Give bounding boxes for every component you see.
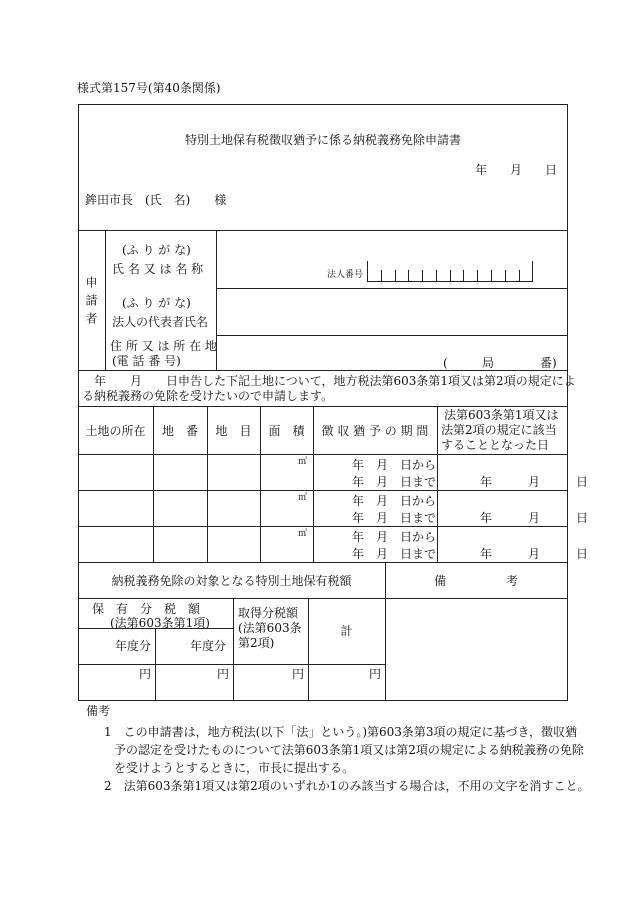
area-unit: ㎡ bbox=[298, 493, 308, 503]
exempt-tax-header: 納税義務免除の対象となる特別土地保有税額 bbox=[111, 574, 352, 588]
addressee: 鉾田市長 (氏 名) 様 bbox=[85, 193, 227, 207]
name-label: 氏 名 又 は 名 称 bbox=[112, 262, 204, 276]
address-label: 住 所 又 は 所 在 地 bbox=[110, 339, 217, 353]
holding-tax-sublabel: (法第603条第1項) bbox=[110, 616, 210, 630]
acquisition-tax-label: 取得分税額 bbox=[238, 606, 299, 620]
area-unit: ㎡ bbox=[298, 529, 308, 539]
area-unit: ㎡ bbox=[298, 457, 308, 467]
header-deferral-period: 徴 収 猶 予 の 期 間 bbox=[321, 424, 429, 438]
total-label: 計 bbox=[340, 624, 353, 638]
form-number: 様式第157号(第40条関係) bbox=[77, 81, 221, 95]
date-month: 月 bbox=[510, 163, 523, 177]
header-applicable-date-1: 法第603条第1項又は bbox=[444, 408, 559, 422]
header-applicable-date-2: 法第2項の規定に該当 bbox=[441, 423, 557, 437]
note-1-line-3: を受けようとするときに，市長に提出する。 bbox=[114, 761, 355, 775]
fiscal-year-label: 年度分 bbox=[115, 639, 152, 653]
header-land-category: 地 目 bbox=[215, 424, 252, 438]
period-to: 年 月 日まで bbox=[352, 475, 437, 489]
period-from: 年 月 日から bbox=[352, 530, 437, 544]
header-land-location: 土地の所在 bbox=[85, 424, 146, 438]
applicable-date: 年 月 日 bbox=[480, 511, 589, 525]
name-furigana: (ふ り が な) bbox=[122, 243, 191, 257]
statement-line-2: る納税義務の免除を受けたいので申請します。 bbox=[82, 389, 334, 403]
phone-open-paren: ( bbox=[443, 356, 448, 370]
applicable-date: 年 月 日 bbox=[480, 547, 589, 561]
note-1-line-1: 1 この申請書は，地方税法(以下「法」という。)第603条第3項の規定に基づき，徴収猶 bbox=[104, 725, 578, 739]
notes-heading: 備考 bbox=[86, 704, 111, 718]
holding-tax-label: 保 有 分 税 額 bbox=[92, 602, 201, 616]
yen-unit: 円 bbox=[369, 667, 382, 681]
date-day: 日 bbox=[545, 163, 558, 177]
corporate-number-label: 法人番号 bbox=[327, 270, 364, 280]
acquisition-tax-sublabel-1: (法第603条 bbox=[238, 621, 302, 635]
note-1-line-2: 予の認定を受けたものについて法第603条第1項又は第2項の規定による納税義務の免除 bbox=[114, 743, 584, 757]
representative-label: 法人の代表者氏名 bbox=[112, 315, 209, 329]
period-to: 年 月 日まで bbox=[352, 511, 437, 525]
header-applicable-date-3: することとなった日 bbox=[441, 438, 550, 452]
representative-furigana: (ふ り が な) bbox=[122, 296, 191, 310]
form-title: 特別土地保有税徴収猶予に係る納税義務免除申請書 bbox=[184, 133, 461, 147]
period-from: 年 月 日から bbox=[352, 494, 437, 508]
header-lot-number: 地 番 bbox=[161, 424, 198, 438]
date-year: 年 bbox=[475, 163, 488, 177]
yen-unit: 円 bbox=[217, 667, 230, 681]
phone-bureau: 局 bbox=[482, 356, 495, 370]
fiscal-year-label: 年度分 bbox=[190, 639, 227, 653]
yen-unit: 円 bbox=[292, 667, 305, 681]
statement-line-1: 年 月 日申告した下記土地について，地方税法第603条第1項又は第2項の規定によ bbox=[82, 374, 576, 388]
acquisition-tax-sublabel-2: 第2項) bbox=[238, 636, 275, 650]
period-from: 年 月 日から bbox=[352, 458, 437, 472]
period-to: 年 月 日まで bbox=[352, 547, 437, 561]
phone-number-suffix: 番) bbox=[540, 356, 557, 370]
applicable-date: 年 月 日 bbox=[480, 475, 589, 489]
remarks-header: 備 考 bbox=[433, 574, 518, 588]
note-2: 2 法第603条第1項又は第2項のいずれか1のみ該当する場合は，不用の文字を消すこと。 bbox=[104, 779, 590, 793]
phone-label: (電 話 番 号) bbox=[112, 354, 181, 368]
yen-unit: 円 bbox=[139, 667, 152, 681]
applicant-label: 申請者 bbox=[84, 276, 98, 330]
header-area: 面 積 bbox=[268, 424, 305, 438]
